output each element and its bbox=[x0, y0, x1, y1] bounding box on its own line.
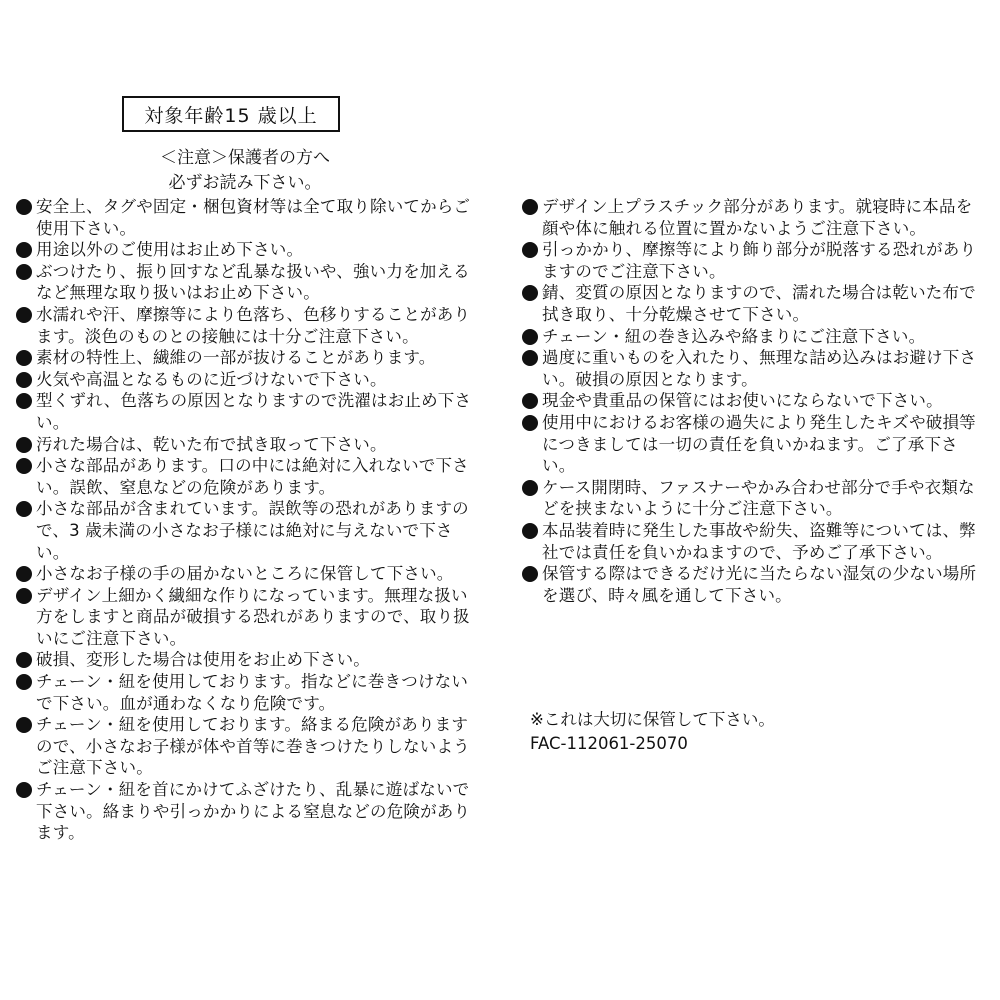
bullet-icon bbox=[16, 307, 32, 323]
warning-text: 錆、変質の原因となりますので、濡れた場合は乾いた布で拭き取り、十分乾燥させて下さい。 bbox=[542, 283, 976, 324]
warning-item bbox=[16, 779, 472, 844]
caution-heading bbox=[120, 146, 370, 196]
bullet-icon bbox=[16, 437, 32, 453]
warning-text: 小さな部品が含まれています。誤飲等の恐れがありますので、3 歳未満の小さなお子様には絶対に与えないで下さい。 bbox=[36, 499, 469, 562]
warning-text: チェーン・紐を使用しております。絡まる危険がありますので、小さなお子様が体や首等に巻きつけたりしないようご注意下さい。 bbox=[36, 715, 470, 778]
warning-item bbox=[522, 563, 978, 606]
warning-item bbox=[16, 196, 472, 239]
bullet-icon bbox=[16, 717, 32, 733]
caution-heading-line: ＜注意＞保護者の方へ bbox=[160, 148, 330, 168]
warning-text: 使用中におけるお客様の過失により発生したキズや破損等につきましては一切の責任を負いかねます。ご了承下さい。 bbox=[542, 412, 976, 476]
warning-text: 火気や高温となるものに近づけないで下さい。 bbox=[36, 369, 387, 389]
warning-item bbox=[16, 434, 472, 456]
bullet-icon bbox=[16, 199, 32, 215]
bullet-icon bbox=[16, 501, 32, 517]
caution-heading-line: 必ずお読み下さい。 bbox=[168, 173, 322, 193]
warning-item bbox=[16, 714, 472, 779]
warning-item bbox=[16, 498, 472, 563]
warning-item bbox=[16, 649, 472, 671]
warning-text: 水濡れや汗、摩擦等により色落ち、色移りすることがあります。淡色のものとの接触には十分ご注意下さい。 bbox=[36, 304, 471, 346]
warning-item bbox=[522, 326, 978, 348]
warning-item bbox=[16, 369, 472, 391]
warning-text: チェーン・紐の巻き込みや絡まりにご注意下さい。 bbox=[542, 326, 926, 346]
warnings-left-column bbox=[16, 196, 472, 844]
bullet-icon bbox=[16, 242, 32, 258]
warning-item bbox=[16, 347, 472, 369]
warning-text: 保管する際はできるだけ光に当たらない湿気の少ない場所を選び、時々風を通して下さい。 bbox=[542, 564, 977, 605]
warning-item bbox=[16, 671, 472, 714]
warning-text: 破損、変形した場合は使用をお止め下さい。 bbox=[36, 650, 370, 670]
warning-text: チェーン・紐を使用しております。指などに巻きつけないで下さい。血が通わなくなり危険です。 bbox=[36, 672, 469, 713]
warning-item bbox=[522, 347, 978, 390]
warning-text: 用途以外のご使用はお止め下さい。 bbox=[36, 240, 304, 260]
warning-item bbox=[522, 239, 978, 282]
warnings-right-column bbox=[522, 196, 978, 606]
warning-item bbox=[16, 239, 472, 261]
age-rating-label: 対象年齢15 歳以上 bbox=[122, 96, 340, 132]
bullet-icon bbox=[16, 674, 32, 690]
warning-item bbox=[522, 477, 978, 520]
bullet-icon bbox=[16, 350, 32, 366]
warning-item bbox=[522, 412, 978, 477]
product-code: FAC-112061-25070 bbox=[530, 734, 688, 753]
warning-text: 汚れた場合は、乾いた布で拭き取って下さい。 bbox=[36, 434, 387, 454]
bullet-icon bbox=[522, 523, 538, 539]
warning-text: チェーン・紐を首にかけてふざけたり、乱暴に遊ばないで下さい。絡まりや引っかかりによる窒息などの危険があります。 bbox=[36, 780, 471, 843]
bullet-icon bbox=[16, 393, 32, 409]
warning-text: 現金や貴重品の保管にはお使いにならないで下さい。 bbox=[542, 391, 943, 411]
warning-item bbox=[16, 390, 472, 433]
warning-item bbox=[16, 563, 472, 585]
bullet-icon bbox=[522, 480, 538, 496]
bullet-icon bbox=[522, 329, 538, 345]
bullet-icon bbox=[16, 372, 32, 388]
warning-text: ぶつけたり、振り回すなど乱暴な扱いや、強い力を加えるなど無理な取り扱いはお止め下さい。 bbox=[36, 261, 470, 303]
bullet-icon bbox=[522, 242, 538, 258]
bullet-icon bbox=[522, 350, 538, 366]
bullet-icon bbox=[522, 566, 538, 582]
warning-item bbox=[522, 196, 978, 239]
bullet-icon bbox=[16, 588, 32, 604]
bullet-icon bbox=[522, 415, 538, 431]
bullet-icon bbox=[522, 285, 538, 301]
warning-text: デザイン上プラスチック部分があります。就寝時に本品を顔や体に触れる位置に置かないようご注意下さい。 bbox=[542, 197, 973, 238]
warning-text: 引っかかり、摩擦等により飾り部分が脱落する恐れがありますのでご注意下さい。 bbox=[542, 240, 977, 281]
bullet-icon bbox=[16, 264, 32, 280]
warning-text: 安全上、タグや固定・梱包資材等は全て取り除いてからご使用下さい。 bbox=[36, 197, 471, 238]
warning-text: 小さなお子様の手の届かないところに保管して下さい。 bbox=[36, 564, 454, 584]
warning-text: 型くずれ、色落ちの原因となりますので洗濯はお止め下さい。 bbox=[36, 391, 472, 432]
warning-text: 小さな部品があります。口の中には絶対に入れないで下さい。誤飲、窒息などの危険があります。 bbox=[36, 456, 469, 497]
warning-item bbox=[522, 390, 978, 412]
bullet-icon bbox=[16, 458, 32, 474]
warning-text: デザイン上細かく繊細な作りになっています。無理な扱い方をしますと商品が破損する恐れがありますので、取り扱いにご注意下さい。 bbox=[36, 585, 470, 648]
warning-item bbox=[16, 304, 472, 347]
warning-item bbox=[16, 455, 472, 498]
keep-note bbox=[530, 708, 970, 756]
warning-item bbox=[522, 282, 978, 325]
keep-note-text: ※これは大切に保管して下さい。 bbox=[530, 710, 775, 729]
warning-text: 本品装着時に発生した事故や紛失、盗難等については、弊社では責任を負いかねますので、予めご了承下さい。 bbox=[542, 520, 976, 562]
bullet-icon bbox=[16, 566, 32, 582]
bullet-icon bbox=[16, 782, 32, 798]
warning-text: 素材の特性上、繊維の一部が抜けることがあります。 bbox=[36, 348, 436, 368]
warning-item bbox=[16, 261, 472, 304]
warning-item bbox=[522, 520, 978, 563]
bullet-icon bbox=[16, 652, 32, 668]
warning-text: ケース開閉時、ファスナーやかみ合わせ部分で手や衣類などを挟まないように十分ご注意下さい。 bbox=[542, 477, 975, 519]
warning-text: 過度に重いものを入れたり、無理な詰め込みはお避け下さい。破損の原因となります。 bbox=[542, 348, 977, 389]
warning-item bbox=[16, 585, 472, 650]
bullet-icon bbox=[522, 199, 538, 215]
bullet-icon bbox=[522, 393, 538, 409]
